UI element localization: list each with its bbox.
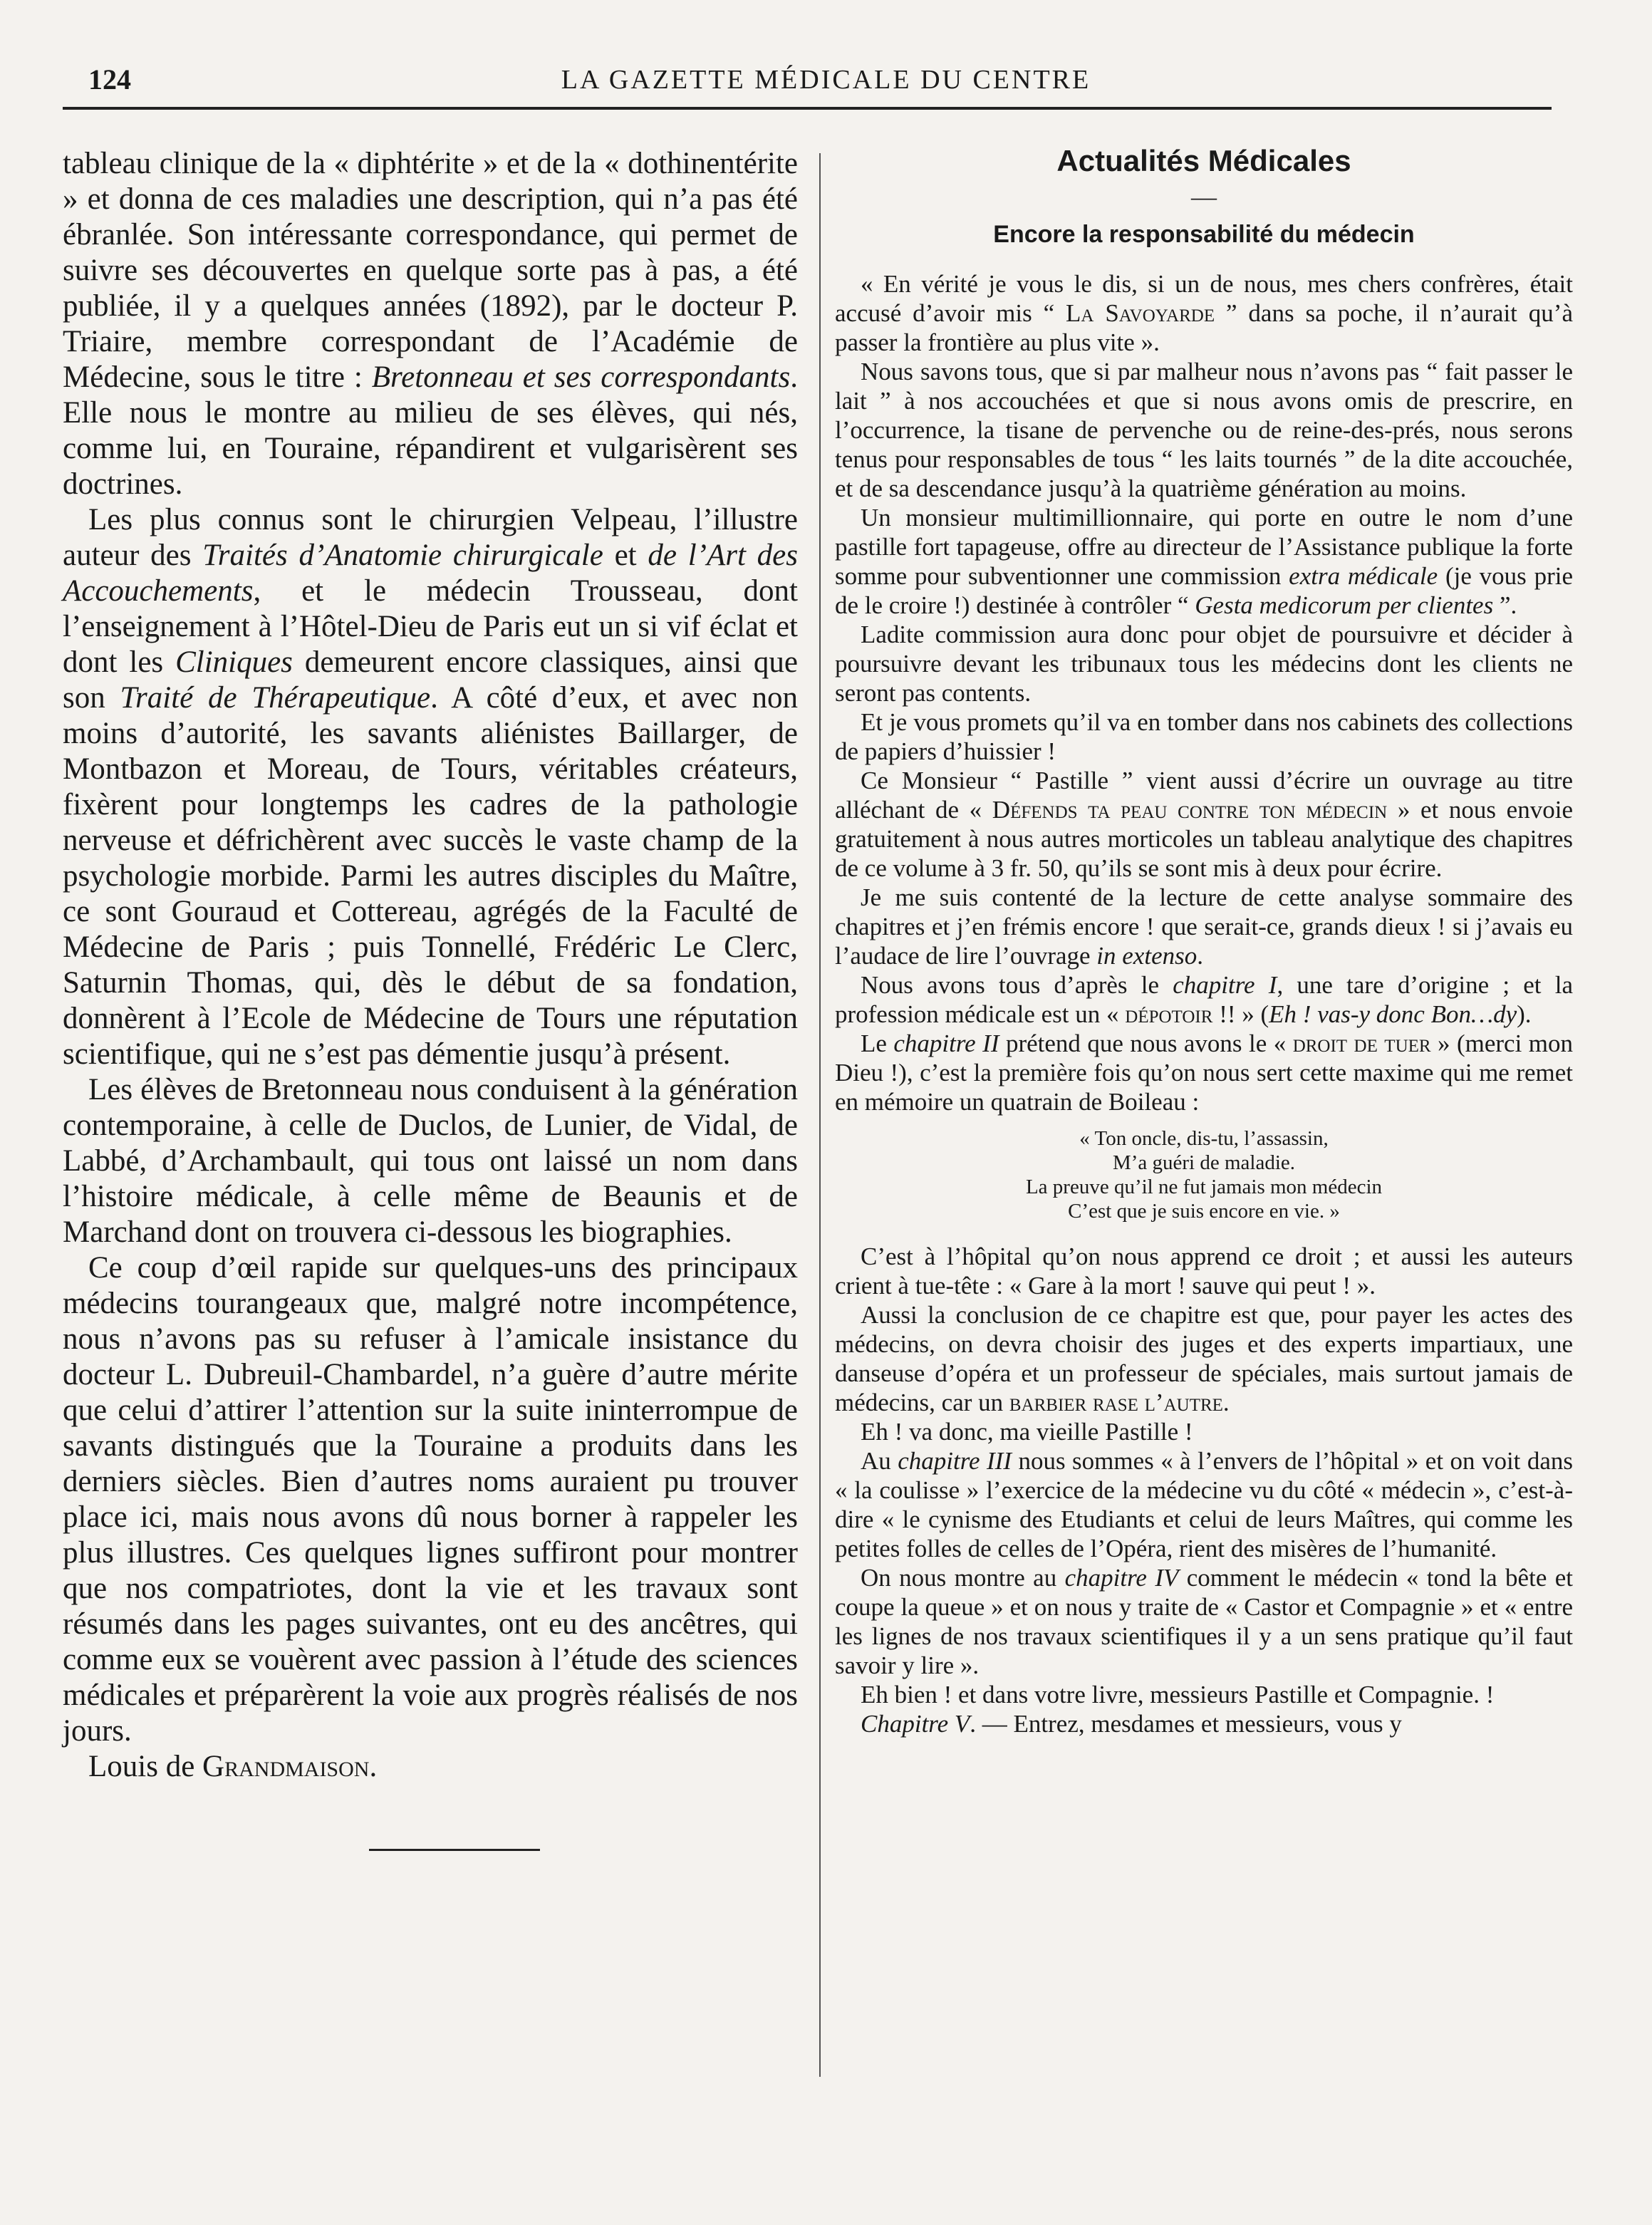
text-run: Les plus connus sont le chirurgien Velpeau, l’illustre auteur des (63, 503, 798, 572)
right-article-body-part2 (835, 1242, 1573, 1738)
text-run: . — Entrez, mesdames et messieurs, vous y (970, 1710, 1402, 1738)
text-run: C’est à l’hôpital qu’on nous apprend ce droit ; et aussi les auteurs crient à tue-tête : « Gare à la mort ! sauve qui peut ! ». (835, 1243, 1573, 1300)
text-run: Les élèves de Bretonneau nous conduisent à la génération contemporaine, à celle de Duclos, de Lunier, de Vidal, de Labbé, d’Archambault, qui tous ont laissé un nom dans l’histoire médicale, à celle même de Beaunis et de Marchand dont on trouvera ci-dessous les biographies. (63, 1073, 798, 1249)
small-caps-text: Défends ta peau contre ton médecin (992, 796, 1388, 824)
quatrain (835, 1126, 1573, 1223)
paragraph (835, 1029, 1573, 1116)
paragraph (835, 970, 1573, 1029)
column-divider (819, 153, 821, 2077)
right-column (835, 146, 1573, 1738)
paragraph (63, 502, 798, 1072)
text-run: . (1197, 942, 1203, 970)
text-run: demeurent encore classiques, ainsi que son (63, 645, 798, 715)
italic-text: Eh ! vas-y donc Bon…dy (1269, 1000, 1517, 1028)
text-run: Et je vous promets qu’il va en tomber dans nos cabinets des collections de papiers d’huissier ! (835, 708, 1573, 765)
signature-surname: Grandmaison (202, 1750, 370, 1783)
text-run: On nous montre au (861, 1564, 1065, 1592)
italic-text: Gesta medicorum per clientes (1195, 591, 1494, 619)
italic-text: de l’Art des Accouchements (63, 539, 798, 608)
italic-text: chapitre III (898, 1447, 1012, 1475)
text-run: ). (1517, 1000, 1532, 1028)
italic-text: in extenso (1096, 942, 1198, 970)
section-title: Actualités Médicales (1056, 144, 1351, 177)
text-run: et (603, 539, 648, 572)
text-run: !! » ( (1212, 1000, 1269, 1028)
text-run: » et nous envoie gratuitement à nous autres morticoles un tableau analytique des chapitres de ce volume à 3 fr. 50, qu’ils se sont mis à deux pour écrire. (835, 796, 1573, 882)
small-caps-text: barbier rase l’autre (1009, 1389, 1223, 1416)
text-run: , une tare d’origine ; et la profession médicale est un « (835, 971, 1574, 1028)
text-run: Eh bien ! et dans votre livre, messieurs Pastille et Compagnie. ! (861, 1681, 1495, 1708)
paragraph (63, 1250, 798, 1749)
text-run: Aussi la conclusion de ce chapitre est que, pour payer les actes des médecins, on devra choisir des juges et des experts impartiaux, une danseuse d’opéra et un professeur de spéciales, mais surtout jamais de médecins, car un (835, 1301, 1573, 1416)
paragraph (835, 503, 1573, 620)
left-column (63, 146, 798, 1851)
paragraph (835, 883, 1573, 970)
author-signature (63, 1749, 798, 1785)
article-end-rule (369, 1849, 540, 1851)
text-run: Ladite commission aura donc pour objet de poursuivre et décider à poursuivre devant les tribunaux tous les médecins dont les clients ne seront pas contents. (835, 621, 1573, 707)
italic-text: Bretonneau et ses correspondants (371, 361, 791, 394)
small-caps-text: La Savoyarde (1066, 299, 1215, 327)
signature-first: Louis de (88, 1750, 203, 1783)
text-run: , et le médecin Trousseau, dont l’enseignement à l’Hôtel-Dieu de Paris eut un si vif éclat et dont les (63, 574, 798, 679)
journal-title: LA GAZETTE MÉDICALE DU CENTRE (561, 65, 1091, 95)
italic-text: extra médicale (1289, 562, 1438, 590)
paragraph (835, 1242, 1573, 1300)
text-run: « En vérité je vous le dis, si un de nous, mes chers confrères, était accusé d’avoir mis “ (835, 270, 1573, 327)
text-run: nous sommes « à l’envers de l’hôpital » et on voit dans « la coulisse » l’exercice de la médecine vu du côté « médecin », c’est-à-dire « le cynisme des Etudiants et celui de leurs Maîtres, qui comme les petites folles de celles de l’Opéra, rient des misères de l’humanité. (835, 1447, 1573, 1562)
quatrain-line: M’a guéri de maladie. (1112, 1151, 1296, 1174)
left-article-body (63, 146, 798, 1749)
small-caps-text: droit de tuer (1292, 1029, 1431, 1057)
text-run: Le (861, 1029, 894, 1057)
small-caps-text: dépotoir (1125, 1000, 1213, 1028)
right-article-body-part1 (835, 269, 1573, 1116)
paragraph (63, 1072, 798, 1250)
text-run: . Elle nous le montre au milieu de ses élèves, qui nés, comme lui, en Touraine, répandirent et vulgarisèrent ses doctrines. (63, 361, 798, 501)
paragraph (63, 146, 798, 502)
paragraph (835, 1417, 1573, 1446)
italic-text: chapitre II (893, 1029, 999, 1057)
text-run: Ce Monsieur “ Pastille ” vient aussi d’écrire un ouvrage au titre alléchant de « (835, 767, 1573, 824)
italic-text: chapitre IV (1064, 1564, 1179, 1592)
text-run: . (1222, 1389, 1230, 1416)
italic-text: Traité de Thérapeutique (120, 681, 431, 715)
paragraph (835, 766, 1573, 883)
paragraph (835, 620, 1573, 707)
text-run: (je vous prie de le croire !) destinée à contrôler “ (835, 562, 1573, 619)
paragraph (835, 357, 1573, 503)
quatrain-line: La preuve qu’il ne fut jamais mon médecin (1025, 1176, 1383, 1198)
text-run: ” dans sa poche, il n’aurait qu’à passer la frontière au plus vite ». (835, 299, 1573, 356)
text-run: ”. (1493, 591, 1517, 619)
text-run: Ce coup d’œil rapide sur quelques-uns des principaux médecins tourangeaux que, malgré notre incompétence, nous n’avons pas su refuser à l’amicale insistance du docteur L. Dubreuil-Chambardel, n’a guère d’autre mérite que celui d’attirer l’attention sur la suite ininterrompue de savants distingués que la Touraine a produits dans les derniers siècles. Bien d’autres noms auraient pu trouver place ici, mais nous avons dû nous borner à rappeler les plus illustres. Ces quelques lignes suffiront pour montrer que nos compatriotes, dont la vie et les travaux sont résumés dans les pages suivantes, ont eu des ancêtres, qui comme eux se vouèrent avec passion à l’étude des sciences médicales et préparèrent la voie aux progrès réalisés de nos jours. (63, 1251, 798, 1748)
signature-end: . (369, 1750, 378, 1783)
italic-text: Cliniques (175, 645, 293, 679)
text-run: » (merci mon Dieu !), c’est la première fois qu’on nous sert cette maxime qui me remet en mémoire un quatrain de Boileau : (835, 1029, 1573, 1116)
paragraph (835, 1709, 1573, 1738)
text-run: tableau clinique de la « diphtérite » et de la « dothinentérite » et donna de ces maladies une description, qui n’a pas été ébranlée. Son intéressante correspondance, qui permet de suivre ses découvertes en quelque sorte pas à pas, a été publiée, il y a quelques années (1892), par le docteur P. Triaire, membre correspondant de l’Académie de Médecine, sous le titre : (63, 147, 798, 394)
text-run: Je me suis contenté de la lecture de cette analyse sommaire des chapitres et j’en frémis encore ! que serait-ce, grands dieux ! si j’avais eu l’audace de lire l’ouvrage (835, 883, 1573, 970)
text-run: . A côté d’eux, et avec non moins d’autorité, les savants aliénistes Baillarger, de Montbazon et Moreau, de Tours, véritables créateurs, fixèrent pour longtemps les cadres de la pathologie nerveuse et défrichèrent avec succès le vaste champ de la psychologie morbide. Parmi les autres disciples du Maître, ce sont Gouraud et Cottereau, agrégés de la Faculté de Médecine de Paris ; puis Tonnellé, Frédéric Le Clerc, Saturnin Thomas, qui, dès le début de sa fondation, donnèrent à l’Ecole de Médecine de Tours une réputation scientifique, qui ne s’est pas démentie jusqu’à présent. (63, 681, 799, 1071)
text-run: comment le médecin « tond la bête et coupe la queue » et on nous y traite de « Castor et Compagnie » et « entre les lignes de nos travaux scientifiques il y a un sens pratique qu’il faut savoir y lire ». (835, 1564, 1573, 1679)
section-dash: — (1191, 182, 1217, 211)
page-number: 124 (88, 63, 131, 95)
quatrain-line: « Ton oncle, dis-tu, l’assassin, (1079, 1127, 1329, 1150)
text-run: Nous avons tous d’après le (861, 971, 1173, 999)
paragraph (835, 1446, 1573, 1563)
article-title: Encore la responsabilité du médecin (993, 221, 1415, 248)
italic-text: chapitre I (1173, 971, 1277, 999)
header-rule (63, 107, 1552, 110)
italic-text: Chapitre V (861, 1710, 970, 1738)
text-run: Au (861, 1447, 898, 1475)
paragraph (835, 1563, 1573, 1680)
text-run: Eh ! va donc, ma vieille Pastille ! (861, 1418, 1193, 1446)
paragraph (835, 707, 1573, 766)
text-run: Un monsieur multimillionnaire, qui porte en outre le nom d’une pastille fort tapageuse, offre au directeur de l’Assistance publique la forte somme pour subventionner une commission (835, 504, 1573, 590)
italic-text: Traités d’Anatomie chirurgicale (202, 539, 603, 572)
paragraph (835, 1300, 1573, 1417)
paragraph (835, 1680, 1573, 1709)
quatrain-line: C’est que je suis encore en vie. » (1068, 1200, 1340, 1223)
text-run: prétend que nous avons le « (999, 1029, 1293, 1057)
paragraph (835, 269, 1573, 357)
text-run: Nous savons tous, que si par malheur nous n’avons pas “ fait passer le lait ” à nos accouchées et que si nous avons omis de prescrire, en l’occurrence, la tisane de pervenche ou de reine-des-prés, nous serons tenus pour responsables de tous “ les laits tournés ” de la dite accouchée, et de sa descendance jusqu’à la quatrième génération au moins. (835, 358, 1573, 502)
